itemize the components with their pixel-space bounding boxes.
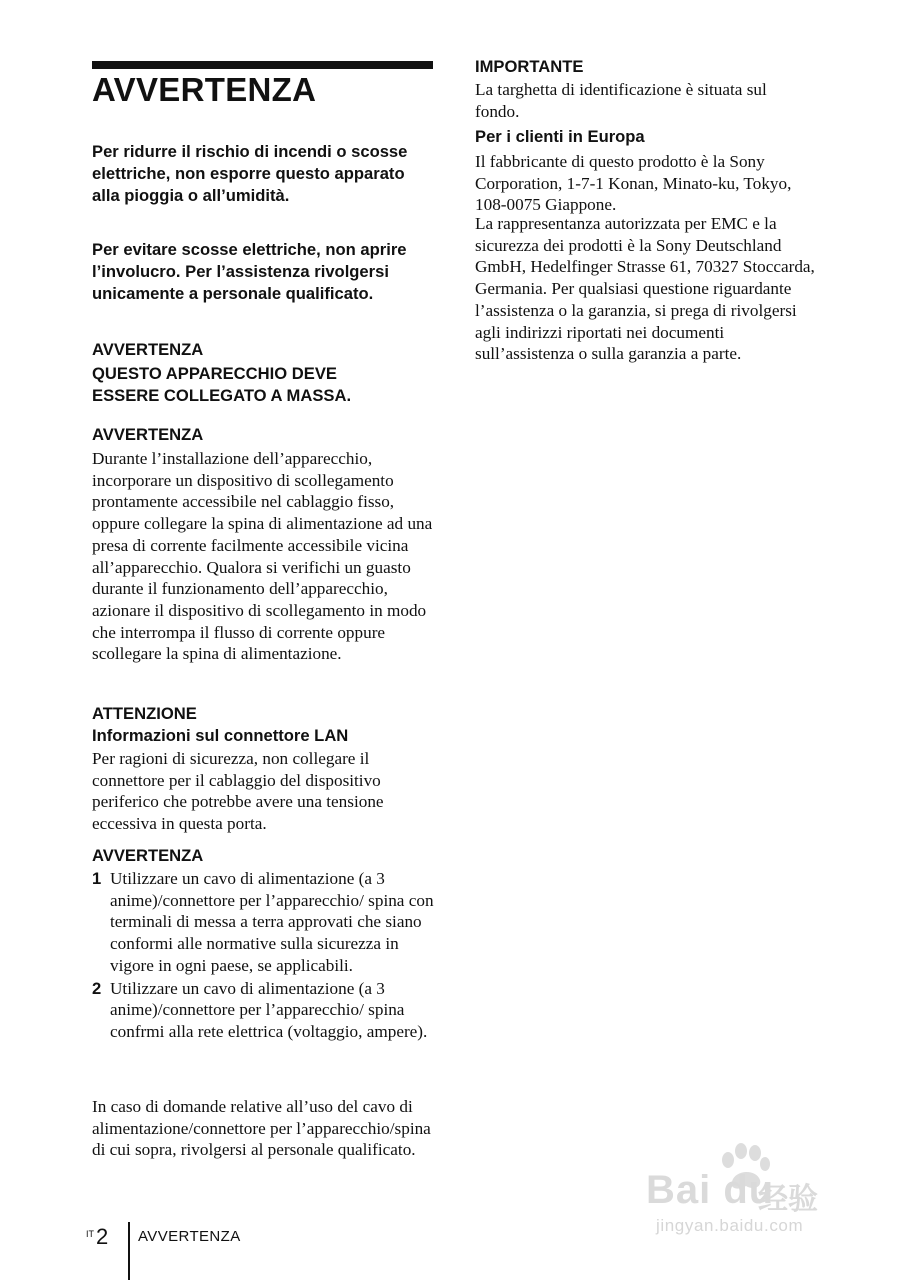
list-item-number: 1 xyxy=(92,869,102,888)
europe-body-2: La rappresentanza autorizzata per EMC e la sicurezza dei prodotti è la Sony Deutschland GmbH, Hedelfinger Strasse 61, 70327 Stoccarda, Germania. Per qualsiasi questione riguardante l’assistenza o la garanzia, si prega di rivolgersi agli indirizzi riportati nei documenti sull’assistenza o sulla garanzia a parte. xyxy=(475,214,815,364)
watermark-cn: 经验 xyxy=(758,1182,818,1217)
title-rule xyxy=(92,61,433,69)
page-title: AVVERTENZA xyxy=(92,71,317,108)
warning-shock: Per evitare scosse elettriche, non aprire l’involucro. Per l’assistenza rivolgersi unicamente a personale qualificato. xyxy=(92,240,407,303)
europe-heading: Per i clienti in Europa xyxy=(475,127,645,146)
watermark-url: jingyan.baidu.com xyxy=(656,1216,804,1235)
footer-section: AVVERTENZA xyxy=(138,1228,241,1245)
cable-heading: AVVERTENZA xyxy=(92,846,204,865)
list-item xyxy=(92,978,437,1043)
list-item-text: Utilizzare un cavo di alimentazione (a 3 anime)/connettore per l’apparecchio/ spina con terminali di messa a terra approvati che siano conformi alle normative sulla sicurezza in vigore in ogni paese, se applicabili. xyxy=(110,869,434,975)
ground-line2: ESSERE COLLEGATO A MASSA. xyxy=(92,386,352,405)
list-item-text: Utilizzare un cavo di alimentazione (a 3 anime)/connettore per l’apparecchio/ spina confrmi alla rete elettrica (voltaggio, ampere). xyxy=(110,978,428,1041)
list-item-number: 2 xyxy=(92,978,102,998)
lan-subheading: Informazioni sul connettore LAN xyxy=(92,726,349,745)
footer-rule xyxy=(128,1222,130,1280)
cable-list xyxy=(92,868,437,1043)
warning-fire: Per ridurre il rischio di incendi o scosse elettriche, non esporre questo apparato alla pioggia o all’umidità. xyxy=(92,142,408,205)
install-body: Durante l’installazione dell’apparecchio, incorporare un dispositivo di scollegamento prontamente accessibile nel cablaggio fisso, oppure collegare la spina di alimentazione ad una presa di corrente facilmente accessibile vicina all’apparecchio. Qualora si verifichi un guasto durante il funzionamento dell’apparecchio, azionare il dispositivo di scollegamento in modo che interrompa il flusso di corrente oppure scollegare la spina di alimentazione. xyxy=(92,449,433,664)
lan-body: Per ragioni di sicurezza, non collegare il connettore per il cablaggio del dispositivo periferico che potrebbe avere una tensione eccessiva in questa porta. xyxy=(92,749,384,834)
lan-heading: ATTENZIONE xyxy=(92,704,197,723)
footer-lang: IT xyxy=(86,1229,94,1239)
cable-closing: In caso di domande relative all’uso del cavo di alimentazione/connettore per l’apparecchio/spina di cui sopra, rivolgersi al personale qualificato. xyxy=(92,1097,431,1160)
important-body: La targhetta di identificazione è situata sul fondo. xyxy=(475,80,767,121)
install-heading: AVVERTENZA xyxy=(92,425,204,444)
page-number: 2 xyxy=(96,1224,109,1249)
ground-heading: AVVERTENZA xyxy=(92,340,204,359)
europe-body-1: Il fabbricante di questo prodotto è la Sony Corporation, 1-7-1 Konan, Minato-ku, Tokyo, 108-0075 Giappone. xyxy=(475,152,792,215)
list-item xyxy=(92,868,437,977)
watermark-brand: Bai du xyxy=(646,1168,775,1212)
important-heading: IMPORTANTE xyxy=(475,57,584,76)
ground-line1: QUESTO APPARECCHIO DEVE xyxy=(92,364,337,383)
watermark xyxy=(640,1142,890,1242)
